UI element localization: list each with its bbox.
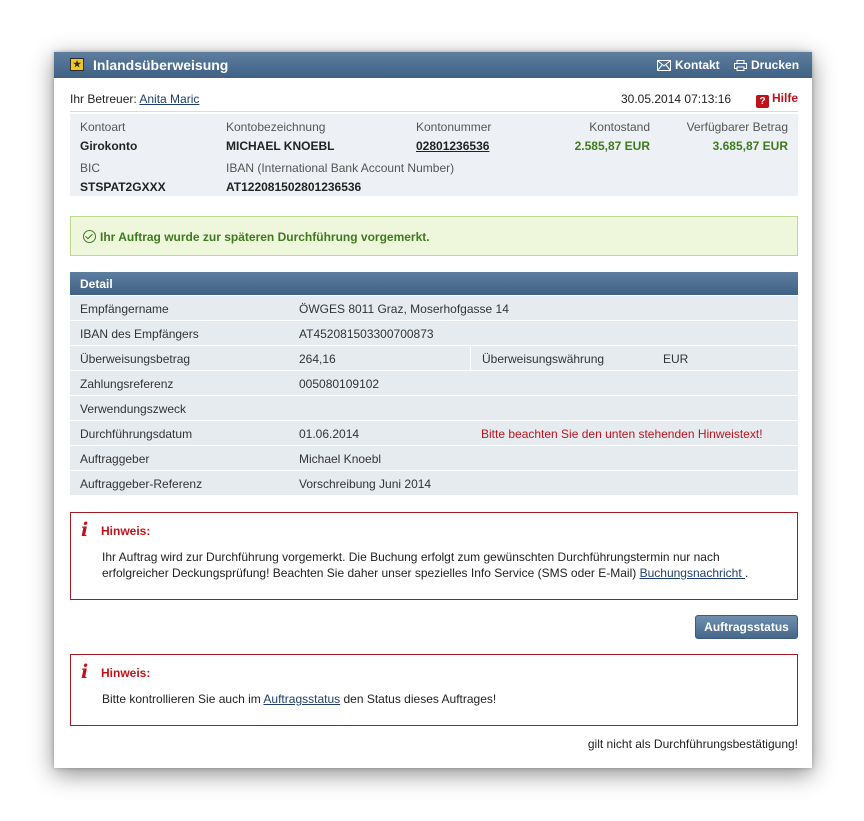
window-titlebar xyxy=(54,52,812,78)
window-title: Inlandsüberweisung xyxy=(93,57,229,73)
iban-value: AT122081502801236536 xyxy=(226,180,362,194)
kontonummer-link[interactable]: 02801236536 xyxy=(416,139,490,153)
table-row xyxy=(70,446,798,471)
kontoart-value: Girokonto xyxy=(80,139,138,153)
row-value: 01.06.2014 xyxy=(299,427,360,441)
kontonummer-label: Kontonummer xyxy=(416,120,492,134)
hinweis-text-body: Ihr Auftrag wird zur Durchführung vorgemerkt. Die Buchung erfolgt zum gewünschten Durchführungstermin nur nach erfolgreicher Deckungsprüfung! Beachten Sie daher unser spezielles Info Service (SMS oder E-Mail) xyxy=(102,550,720,580)
star-flag-icon: ★ xyxy=(70,58,84,71)
row-label: Überweisungsbetrag xyxy=(80,352,191,366)
row-value: 005080109102 xyxy=(299,377,380,391)
row-label: Auftraggeber-Referenz xyxy=(80,477,203,491)
row-label: Verwendungszweck xyxy=(80,402,187,416)
hinweis-text-end: . xyxy=(745,566,749,580)
row-label: IBAN des Empfängers xyxy=(80,327,199,341)
iban-label: IBAN (International Bank Account Number) xyxy=(226,161,455,175)
drucken-link[interactable] xyxy=(734,58,799,72)
row-label: Auftraggeber xyxy=(80,452,150,466)
kontakt-link[interactable] xyxy=(657,58,720,72)
row-warning: Bitte beachten Sie den unten stehenden Hinweistext! xyxy=(481,427,763,441)
row-value: 264,16 xyxy=(299,352,336,366)
hinweis-text-body: Bitte kontrollieren Sie auch im xyxy=(102,692,264,706)
help-icon: ? xyxy=(756,95,769,108)
hinweis-box-2 xyxy=(70,654,798,726)
divider xyxy=(70,111,798,112)
hilfe-label: Hilfe xyxy=(772,91,799,105)
row-label: Zahlungsreferenz xyxy=(80,377,174,391)
transfer-window xyxy=(54,52,812,768)
table-row xyxy=(70,321,798,346)
hilfe-link[interactable] xyxy=(756,91,798,108)
row-value: ÖWGES 8011 Graz, Moserhofgasse 14 xyxy=(299,302,509,316)
buchungsnachricht-link[interactable]: Buchungsnachricht xyxy=(639,566,746,580)
hinweis-text-end: den Status dieses Auftrages! xyxy=(340,692,497,706)
kontobezeichnung-label: Kontobezeichnung xyxy=(226,120,326,134)
row-label: Durchführungsdatum xyxy=(80,427,193,441)
printer-icon xyxy=(734,60,747,71)
success-text: Ihr Auftrag wurde zur späteren Durchführung vorgemerkt. xyxy=(100,230,430,244)
info-icon: i xyxy=(81,661,89,683)
hinweis-text xyxy=(102,549,782,581)
hinweis-title: Hinweis: xyxy=(101,524,151,538)
success-message xyxy=(70,216,798,256)
kontostand-value: 2.585,87 EUR xyxy=(574,139,650,153)
drucken-label: Drucken xyxy=(751,58,800,72)
auftragsstatus-button[interactable]: Auftragsstatus xyxy=(695,615,798,639)
hinweis-text xyxy=(102,691,782,707)
hinweis-box-1 xyxy=(70,512,798,600)
detail-table xyxy=(70,296,798,496)
row-label-secondary: Überweisungswährung xyxy=(482,352,605,366)
table-row xyxy=(70,371,798,396)
betreuer-info xyxy=(70,92,199,106)
info-icon: i xyxy=(81,519,89,541)
row-value: Vorschreibung Juni 2014 xyxy=(299,477,432,491)
row-label: Empfängername xyxy=(80,302,169,316)
kontoart-label: Kontoart xyxy=(80,120,126,134)
auftragsstatus-link[interactable]: Auftragsstatus xyxy=(263,692,341,706)
row-value-secondary: EUR xyxy=(663,352,689,366)
account-summary xyxy=(70,114,798,196)
timestamp: 30.05.2014 07:13:16 xyxy=(621,92,732,106)
table-row xyxy=(70,296,798,321)
detail-heading xyxy=(70,272,798,295)
row-value: AT452081503300700873 xyxy=(299,327,434,341)
detail-heading-label: Detail xyxy=(80,277,113,291)
kontobezeichnung-value: MICHAEL KNOEBL xyxy=(226,139,335,153)
kontakt-label: Kontakt xyxy=(675,58,720,72)
table-row xyxy=(70,471,798,496)
verfuegbar-value: 3.685,87 EUR xyxy=(712,139,788,153)
table-row xyxy=(70,396,798,421)
kontostand-label: Kontostand xyxy=(589,120,650,134)
bic-label: BIC xyxy=(80,161,101,175)
betreuer-label: Ihr Betreuer: xyxy=(70,92,137,106)
cell-divider xyxy=(470,346,471,370)
bic-value: STSPAT2GXXX xyxy=(80,180,166,194)
verfuegbar-label: Verfügbarer Betrag xyxy=(686,120,788,134)
hinweis-title: Hinweis: xyxy=(101,666,151,680)
table-row xyxy=(70,421,798,446)
table-row xyxy=(70,346,798,371)
row-value: Michael Knoebl xyxy=(299,452,382,466)
envelope-icon xyxy=(657,60,671,71)
footer-note: gilt nicht als Durchführungsbestätigung! xyxy=(587,737,798,751)
betreuer-name-link[interactable]: Anita Maric xyxy=(139,92,200,106)
check-circle-icon xyxy=(83,230,96,243)
